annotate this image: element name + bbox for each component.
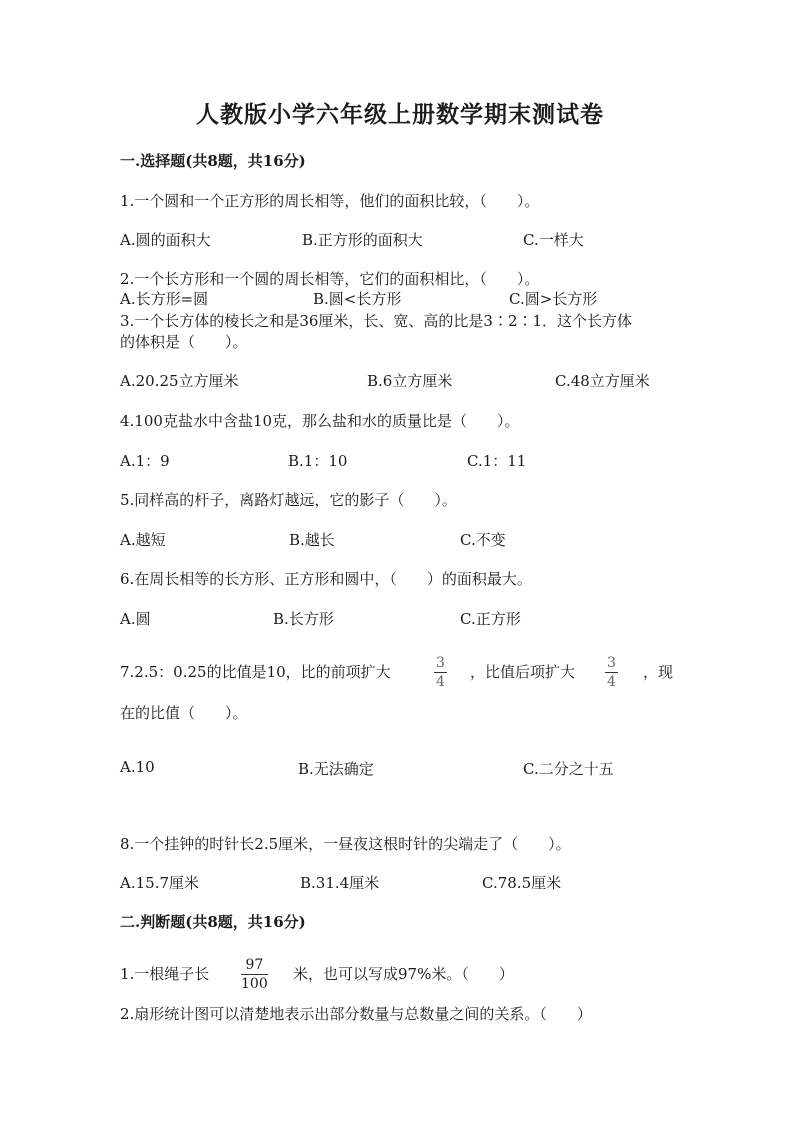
question-4: 4.100克盐水中含盐10克，那么盐和水的质量比是（ ）。 (120, 412, 520, 430)
option-1b: B.正方形的面积大 (302, 231, 423, 249)
fraction-denominator: 4 (436, 674, 445, 690)
question-3-line1: 3.一个长方体的棱长之和是36厘米，长、宽、高的比是3∶2∶1．这个长方体 (120, 312, 633, 330)
option-8c: C.78.5厘米 (482, 874, 562, 892)
question-7-part2: ，比值后项扩大 (470, 663, 576, 681)
option-4b: B.1：10 (288, 452, 348, 470)
fraction-denominator: 4 (607, 674, 616, 690)
question-6: 6.在周长相等的长方形、正方形和圆中，（ ）的面积最大。 (120, 570, 532, 588)
question-8: 8.一个挂钟的时针长2.5厘米，一昼夜这根时针的尖端走了（ ）。 (120, 835, 571, 853)
option-7b: B.无法确定 (298, 760, 374, 778)
option-4a: A.1：9 (120, 452, 170, 470)
option-2c: C.圆>长方形 (509, 290, 598, 308)
fraction-97-over-100 (241, 958, 268, 991)
option-1a: A.圆的面积大 (120, 231, 211, 249)
option-1c: C.一样大 (523, 231, 584, 249)
option-7a: A.10 (120, 758, 155, 776)
option-8a: A.15.7厘米 (120, 874, 199, 892)
question-7-part3: ，现 (643, 663, 674, 681)
option-3a: A.20.25立方厘米 (120, 372, 239, 390)
judgement-1-part2: 米，也可以写成97%米。（ ） (293, 965, 514, 983)
option-2b: B.圆<长方形 (313, 290, 402, 308)
judgement-1-part1: 1.一根绳子长 (120, 965, 210, 983)
page-title: 人教版小学六年级上册数学期末测试卷 (196, 101, 604, 128)
fraction-denominator: 100 (241, 976, 268, 992)
option-2a: A.长方形=圆 (120, 290, 209, 308)
fraction-three-quarters (605, 656, 618, 689)
section-heading-judgement: 二.判断题(共8题，共16分) (120, 913, 306, 931)
section-heading-choice: 一.选择题(共8题，共16分) (120, 152, 306, 170)
option-6c: C.正方形 (460, 610, 521, 628)
option-6b: B.长方形 (273, 610, 334, 628)
fraction-numerator: 3 (607, 655, 616, 671)
option-7c: C.二分之十五 (523, 760, 614, 778)
judgement-2: 2.扇形统计图可以清楚地表示出部分数量与总数量之间的关系。（ ） (120, 1005, 592, 1023)
option-3c: C.48立方厘米 (555, 372, 650, 390)
fraction-numerator: 3 (436, 655, 445, 671)
question-1: 1.一个圆和一个正方形的周长相等，他们的面积比较，（ ）。 (120, 192, 540, 210)
fraction-numerator: 97 (241, 958, 268, 975)
question-7-line2: 在的比值（ ）。 (120, 704, 248, 722)
question-5: 5.同样高的杆子，离路灯越远，它的影子（ ）。 (120, 491, 457, 509)
option-8b: B.31.4厘米 (300, 874, 380, 892)
option-5c: C.不变 (460, 531, 506, 549)
question-3-line2: 的体积是（ ）。 (120, 333, 248, 351)
question-2: 2.一个长方形和一个圆的周长相等，它们的面积相比，（ ）。 (120, 270, 540, 288)
option-3b: B.6立方厘米 (367, 372, 453, 390)
option-4c: C.1：11 (467, 452, 527, 470)
option-5a: A.越短 (120, 531, 166, 549)
question-7-part1: 7.2.5：0.25的比值是10，比的前项扩大 (120, 663, 391, 681)
fraction-three-quarters (434, 656, 447, 689)
option-5b: B.越长 (289, 531, 335, 549)
option-6a: A.圆 (120, 610, 151, 628)
